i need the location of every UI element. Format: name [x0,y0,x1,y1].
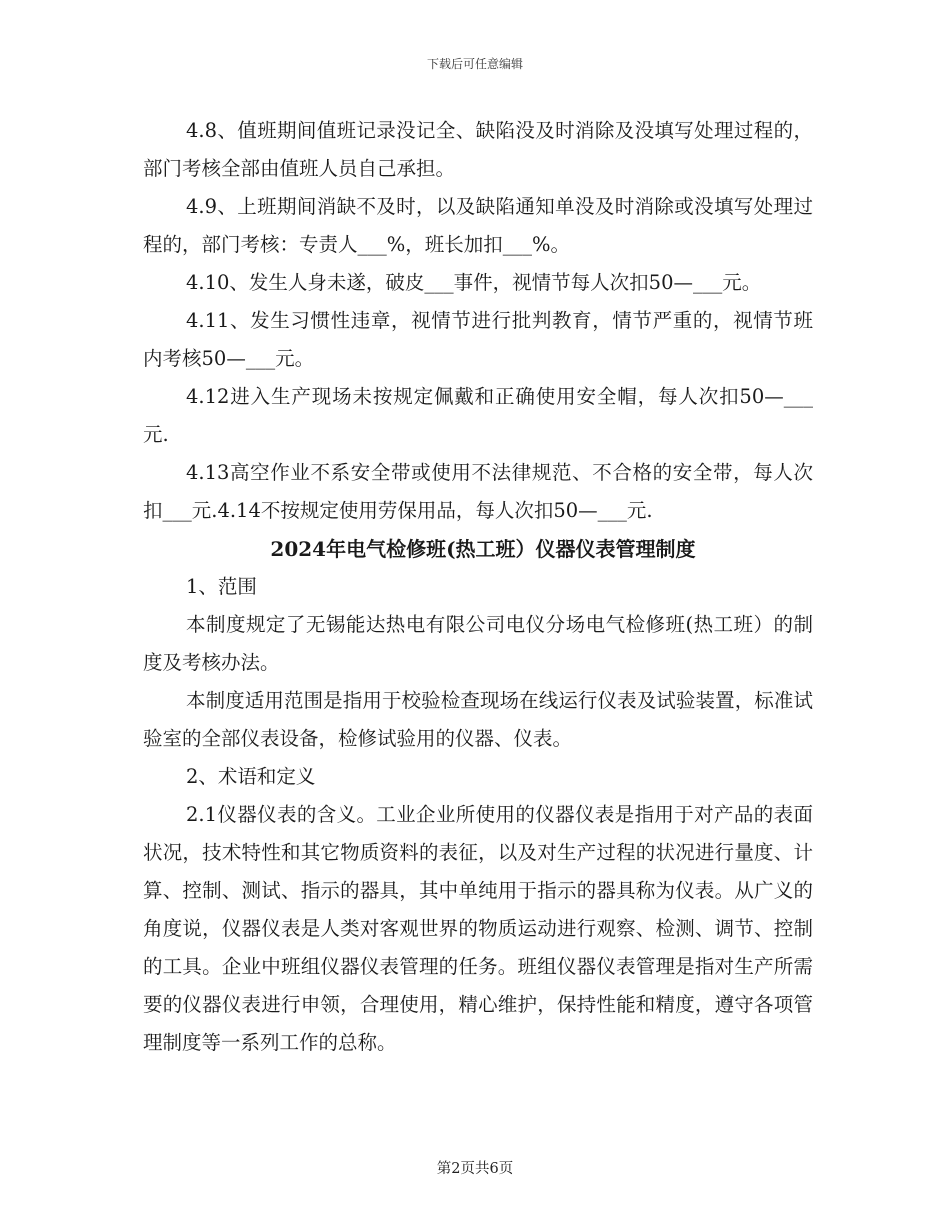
paragraph-scope-1: 本制度规定了无锡能达热电有限公司电仪分场电气检修班(热工班）的制度及考核办法。 [143,613,813,674]
paragraph-4-11: 4.11、发生习惯性违章，视情节进行批判教育，情节严重的，视情节班内考核50—___元。 [143,309,813,370]
page-footer: 第2页共6页 [436,1161,514,1177]
section-heading-terms: 2、术语和定义 [186,765,316,788]
paragraph-4-9: 4.9、上班期间消缺不及时，以及缺陷通知单没及时消除或没填写处理过程的，部门考核：专责人___%，班长加扣___%。 [143,195,813,256]
section-heading-scope: 1、范围 [186,575,257,598]
page-header: 下载后可任意编辑 [426,57,523,71]
paragraph-4-13: 4.13高空作业不系安全带或使用不法律规范、不合格的安全带，每人次扣___元.4.14不按规定使用劳保用品，每人次扣50—___元. [143,461,813,522]
paragraph-scope-2: 本制度适用范围是指用于校验检查现场在线运行仪表及试验装置，标准试验室的全部仪表设备，检修试验用的仪器、仪表。 [143,689,813,750]
paragraph-4-8: 4.8、值班期间值班记录没记全、缺陷没及时消除及没填写处理过程的，部门考核全部由值班人员自己承担。 [143,119,813,180]
paragraph-2-1: 2.1仪器仪表的含义。工业企业所使用的仪器仪表是指用于对产品的表面状况，技术特性和其它物质资料的表征，以及对生产过程的状况进行量度、计算、控制、测试、指示的器具，其中单纯用于指示的器具称为仪表。从广义的角度说，仪器仪表是人类对客观世界的物质运动进行观察、检测、调节、控制的工具。企业中班组仪器仪表管理的任务。班组仪器仪表管理是指对生产所需要的仪器仪表进行申领，合理使用，精心维护，保持性能和精度，遵守各项管理制度等一系列工作的总称。 [143,803,813,1054]
paragraph-4-10: 4.10、发生人身未遂，破皮___事件，视情节每人次扣50—___元。 [186,271,762,294]
document-body [143,112,813,1062]
paragraph-4-12: 4.12进入生产现场未按规定佩戴和正确使用安全帽，每人次扣50—___元. [143,385,813,446]
document-title: 2024年电气检修班(热工班）仪器仪表管理制度 [270,537,696,561]
